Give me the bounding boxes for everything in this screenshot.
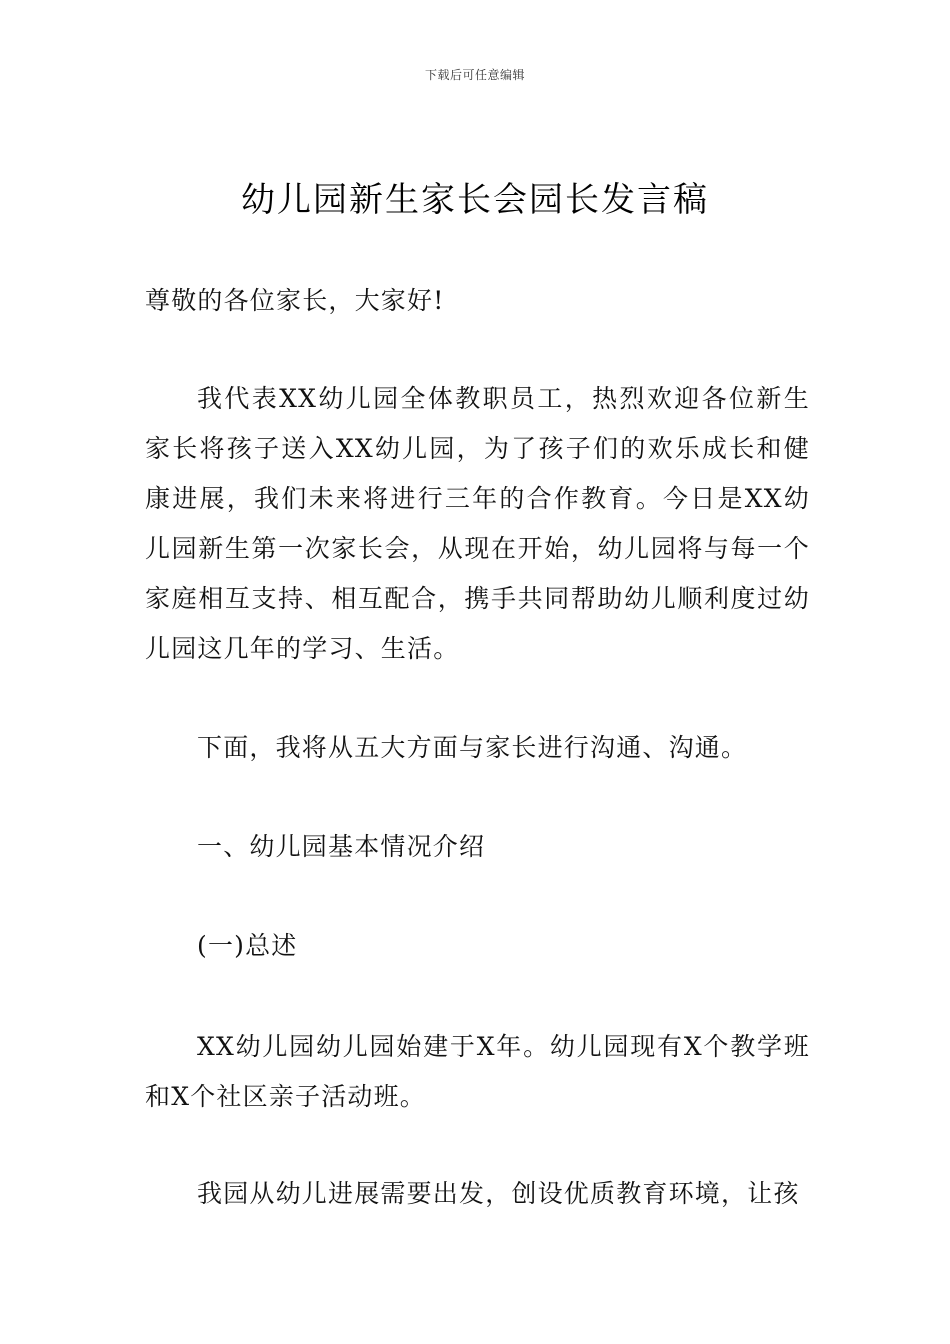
section-heading-block (145, 822, 810, 872)
intro-paragraph: 下面，我将从五大方面与家长进行沟通、沟通。 (197, 733, 748, 762)
environment-paragraph: 我园从幼儿进展需要出发，创设优质教育环境，让孩 (197, 1179, 800, 1208)
intro-block (145, 723, 810, 773)
welcome-paragraph: 我代表XX幼儿园全体教职员工，热烈欢迎各位新生家长将孩子送入XX幼儿园，为了孩子们的欢乐成长和健康进展，我们未来将进行三年的合作教育。今日是XX幼儿园新生第一次家长会，从现在开始，幼儿园将与每一个家庭相互支持、相互配合，携手共同帮助幼儿顺利度过幼儿园这几年的学习、生活。 (145, 384, 810, 663)
subsection-heading: (一)总述 (197, 931, 298, 960)
section-heading: 一、幼儿园基本情况介绍 (197, 832, 486, 861)
overview-block (145, 1022, 810, 1122)
overview-paragraph: XX幼儿园幼儿园始建于X年。幼儿园现有X个教学班和X个社区亲子活动班。 (145, 1032, 810, 1111)
document-title: 幼儿园新生家长会园长发言稿 (241, 180, 709, 220)
environment-block (145, 1169, 810, 1219)
welcome-block (145, 374, 810, 674)
greeting-paragraph: 尊敬的各位家长，大家好! (145, 286, 445, 315)
greeting-block (145, 276, 810, 326)
header-note: 下载后可任意编辑 (424, 68, 525, 82)
subsection-heading-block (145, 921, 810, 971)
